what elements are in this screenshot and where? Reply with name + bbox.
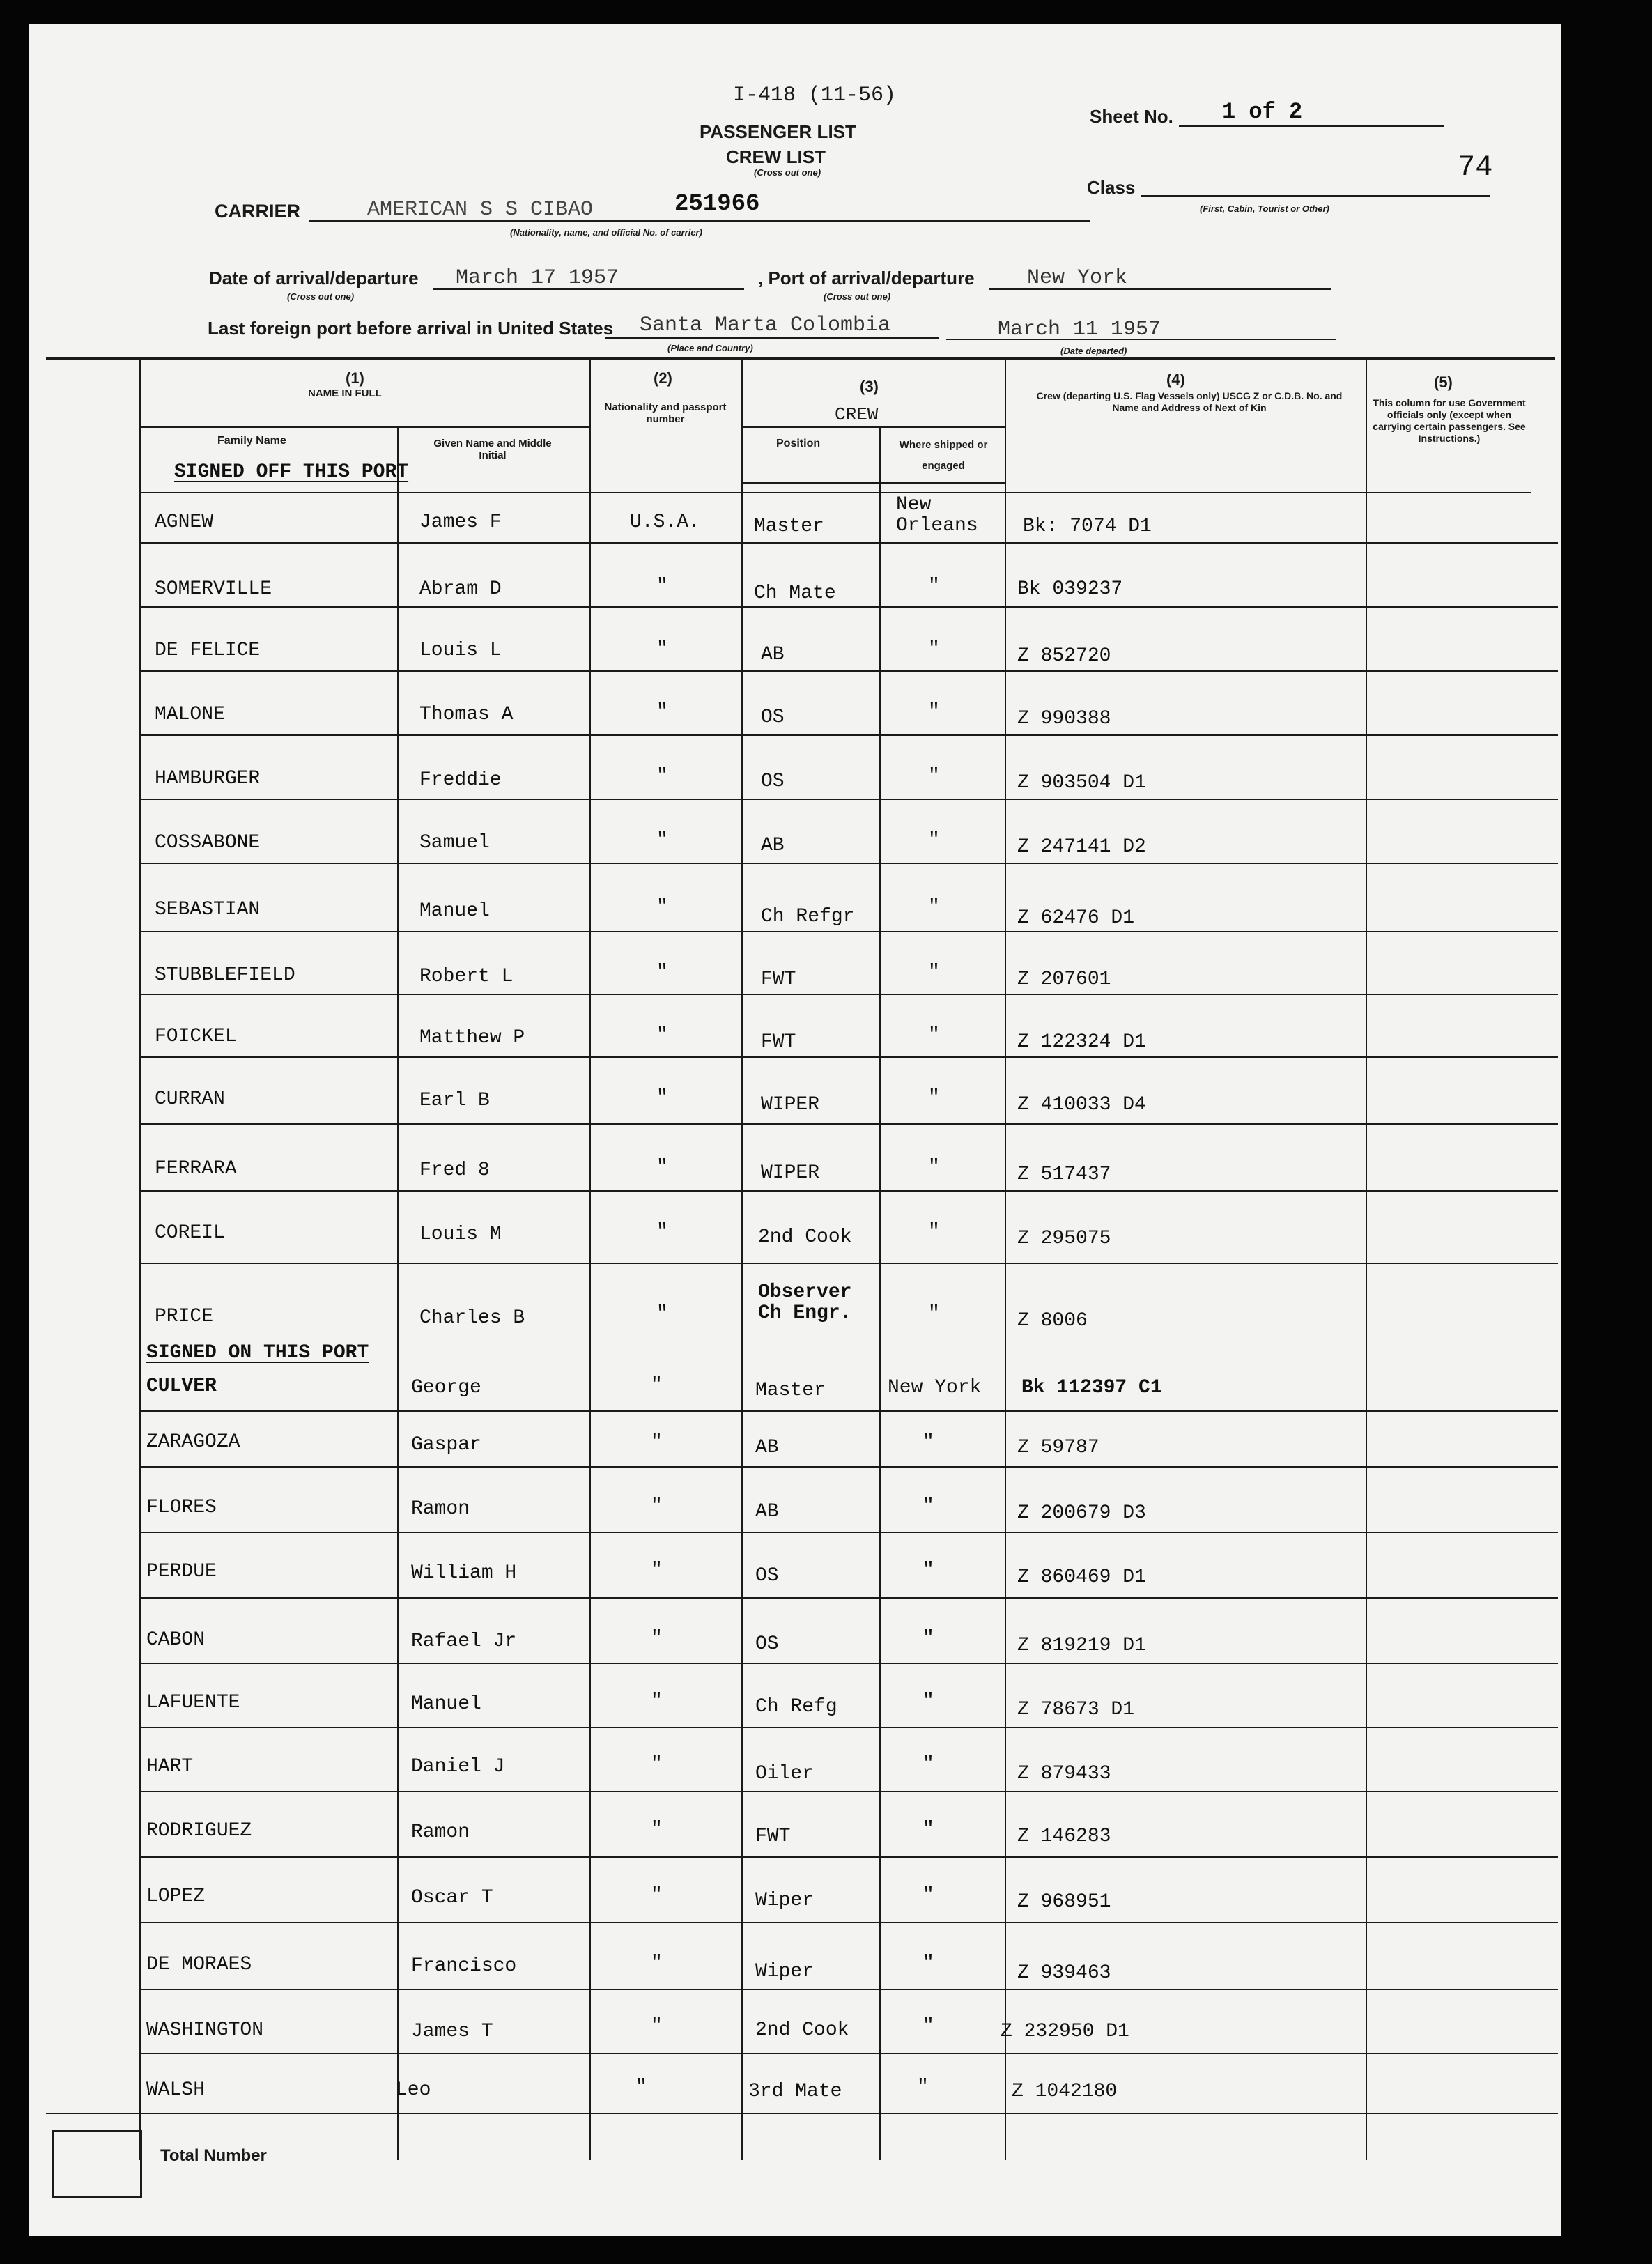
total-number-box[interactable]: [52, 2130, 142, 2198]
table-row-position: Observer Ch Engr.: [758, 1281, 852, 1324]
table-row-id: Z 232950 D1: [1001, 2021, 1129, 2042]
port-label: , Port of arrival/departure: [758, 268, 975, 288]
table-row-nationality: ": [651, 1753, 663, 1775]
table-row-where: ": [923, 1884, 934, 1906]
table-row-family: WALSH: [146, 2079, 206, 2101]
sheet-value: 1 of 2: [1222, 99, 1303, 125]
table-row-given: Charles B: [419, 1307, 525, 1329]
table-top-rule: [46, 357, 1555, 360]
port-value: New York: [1027, 266, 1128, 290]
col2-title: Nationality and passport number: [604, 401, 727, 425]
table-row-id: Z 247141 D2: [1017, 836, 1146, 858]
table-row-given: Abram D: [419, 578, 502, 600]
table-row-id: Z 207601: [1017, 969, 1111, 990]
where-shipped-header: Where shipped or engaged: [899, 439, 988, 472]
col1-number: (1): [346, 369, 364, 387]
table-row-position: 2nd Cook: [758, 1226, 852, 1248]
table-row-where: ": [917, 2077, 929, 2098]
table-row-given: Earl B: [419, 1090, 490, 1111]
last-port-hint: (Place and Country): [667, 343, 753, 353]
carrier-hint: (Nationality, name, and official No. of carrier): [510, 227, 702, 238]
table-row-given: Francisco: [411, 1955, 517, 1977]
table-row-where: ": [928, 638, 940, 660]
table-row-position: OS: [761, 707, 785, 728]
table-row-where: ": [923, 1560, 934, 1581]
table-row-position: FWT: [755, 1826, 791, 1847]
table-row-position: 2nd Cook: [755, 2019, 849, 2041]
table-row-where: ": [923, 1953, 934, 1974]
page-number: 74: [1458, 151, 1493, 184]
table-row-nationality: ": [656, 962, 668, 983]
table-row-nationality: ": [656, 1303, 668, 1325]
table-row-nationality: ": [651, 2015, 663, 2037]
table-row-family: MALONE: [155, 704, 225, 725]
table-row-nationality: ": [656, 1221, 668, 1242]
date-departed-hint: (Date departed): [1060, 346, 1127, 356]
table-row-id: Z 410033 D4: [1017, 1094, 1146, 1116]
table-row-family: CABON: [146, 1629, 206, 1651]
table-row-given: Manuel: [411, 1693, 481, 1715]
table-row-nationality: ": [651, 1691, 663, 1712]
table-row-given: Ramon: [411, 1498, 470, 1520]
table-row-position: Master: [755, 1380, 826, 1401]
cross-out-hint: (Cross out one): [754, 167, 821, 178]
table-row-where: ": [928, 1157, 940, 1178]
table-row-id: Z 146283: [1017, 1826, 1111, 1847]
table-row-id: Z 903504 D1: [1017, 772, 1146, 794]
table-row-position: AB: [755, 1437, 779, 1458]
table-row-given: Manuel: [419, 900, 490, 922]
table-row-nationality: ": [651, 1884, 663, 1906]
table-row-position: Wiper: [755, 1961, 815, 1982]
table-row-id: Z 819219 D1: [1017, 1635, 1146, 1656]
table-row-family: COSSABONE: [155, 832, 261, 854]
table-row-given: Daniel J: [411, 1756, 505, 1778]
table-row-position: FWT: [761, 969, 796, 990]
table-row-id: Z 860469 D1: [1017, 1566, 1146, 1588]
table-row-position: Ch Refgr: [761, 906, 855, 927]
table-row-given: Leo: [396, 2079, 431, 2101]
table-row-nationality: ": [651, 1431, 663, 1453]
table-row-family: PRICE: [155, 1306, 214, 1327]
table-row-id: Z 122324 D1: [1017, 1031, 1146, 1053]
table-row-id: Z 8006: [1017, 1310, 1088, 1332]
table-row-family: DE MORAES: [146, 1954, 252, 1976]
table-row-family: RODRIGUEZ: [146, 1820, 252, 1842]
table-row-position: Ch Mate: [754, 583, 836, 604]
table-row-family: AGNEW: [155, 511, 214, 533]
table-row-position: WIPER: [761, 1162, 820, 1184]
table-row-where: ": [928, 1303, 940, 1325]
table-row-where: New York: [888, 1377, 982, 1399]
table-row-given: Rafael Jr: [411, 1631, 517, 1652]
table-row-position: OS: [761, 771, 785, 792]
table-row-where: ": [928, 1024, 940, 1046]
table-row-position: Oiler: [755, 1763, 815, 1785]
table-row-where: ": [928, 896, 940, 918]
date-departed-value: March 11 1957: [998, 318, 1161, 341]
table-row-nationality: ": [651, 1560, 663, 1581]
table-row-position: FWT: [761, 1031, 796, 1053]
table-row-position: OS: [755, 1565, 779, 1587]
table-row-nationality: ": [656, 1087, 668, 1109]
table-row-given: Oscar T: [411, 1887, 493, 1909]
table-row-given: James F: [419, 511, 502, 533]
table-row-where: ": [923, 1628, 934, 1649]
table-row-where: ": [928, 701, 940, 723]
last-port-value: Santa Marta Colombia: [640, 314, 891, 337]
class-label: Class: [1087, 177, 1136, 198]
table-row-family: STUBBLEFIELD: [155, 964, 295, 986]
table-row-family: COREIL: [155, 1222, 225, 1244]
table-row-where: ": [923, 1819, 934, 1840]
table-row-where: New Orleans: [896, 494, 978, 537]
table-row-position: Ch Refg: [755, 1696, 837, 1718]
table-row-nationality: ": [656, 576, 668, 597]
table-row-given: Gaspar: [411, 1434, 481, 1456]
table-row-nationality: ": [651, 1953, 663, 1974]
table-row-id: Z 990388: [1017, 708, 1111, 730]
table-row-nationality: ": [651, 1374, 663, 1396]
table-row-family: HART: [146, 1756, 194, 1778]
col5-number: (5): [1434, 374, 1453, 391]
table-row-where: ": [928, 829, 940, 851]
table-row-family: WASHINGTON: [146, 2019, 264, 2041]
table-row-given: George: [411, 1377, 481, 1399]
table-row-nationality: ": [651, 1495, 663, 1517]
col1-title: NAME IN FULL: [308, 387, 382, 399]
table-row-id: Z 968951: [1017, 1891, 1111, 1913]
table-row-family: LOPEZ: [146, 1886, 206, 1907]
table-row-family: DE FELICE: [155, 640, 261, 661]
table-row-family: FERRARA: [155, 1158, 237, 1180]
table-row-where: ": [928, 765, 940, 787]
table-row-id: Bk 039237: [1017, 578, 1123, 600]
table-row-id: Z 1042180: [1012, 2081, 1118, 2102]
table-row-family: HAMBURGER: [155, 768, 261, 790]
table-row-family: FLORES: [146, 1497, 217, 1518]
table-row-id: Z 879433: [1017, 1763, 1111, 1785]
table-row-nationality: U.S.A.: [630, 511, 700, 533]
table-row-nationality: ": [656, 829, 668, 851]
table-row-id: Z 78673 D1: [1017, 1699, 1135, 1720]
last-port-label: Last foreign port before arrival in United States: [208, 318, 614, 339]
table-row-given: Louis L: [419, 640, 502, 661]
carrier-official-number: 251966: [674, 191, 760, 217]
table-row-family: SEBASTIAN: [155, 899, 261, 921]
table-row-nationality: ": [656, 1024, 668, 1046]
table-row-where: ": [923, 1495, 934, 1517]
table-row-position: AB: [755, 1501, 779, 1523]
table-row-nationality: ": [651, 1819, 663, 1840]
section-signed-off: SIGNED OFF THIS PORT: [174, 461, 409, 483]
table-row-where: ": [928, 962, 940, 983]
table-row-given: Robert L: [419, 966, 514, 987]
table-row-nationality: ": [656, 1157, 668, 1178]
sheet-label: Sheet No.: [1090, 106, 1173, 127]
table-row-id: Z 939463: [1017, 1962, 1111, 1984]
position-header: Position: [776, 438, 821, 449]
table-row-where: ": [928, 1221, 940, 1242]
arrival-hint: (Cross out one): [287, 291, 355, 302]
table-row-nationality: ": [656, 765, 668, 787]
table-row-family: ZARAGOZA: [146, 1431, 240, 1453]
table-row-family: FOICKEL: [155, 1026, 237, 1047]
table-row-nationality: ": [656, 638, 668, 660]
table-row-given: Matthew P: [419, 1027, 525, 1049]
table-row-id: Z 200679 D3: [1017, 1502, 1146, 1524]
col3-title: CREW: [835, 404, 879, 425]
table-row-given: Louis M: [419, 1224, 502, 1245]
arrival-label: Date of arrival/departure: [209, 268, 419, 288]
table-row-position: WIPER: [761, 1094, 820, 1116]
table-row-given: Fred 8: [419, 1160, 490, 1181]
table-row-family: CURRAN: [155, 1088, 225, 1110]
table-row-where: ": [923, 1691, 934, 1712]
table-row-nationality: ": [635, 2077, 647, 2098]
table-row-position: Master: [754, 516, 824, 537]
table-row-position: AB: [761, 835, 785, 856]
col4-number: (4): [1166, 371, 1185, 388]
table-row-given: Thomas A: [419, 704, 514, 725]
table-row-position: OS: [755, 1633, 779, 1655]
table-row-id: Z 62476 D1: [1017, 907, 1135, 929]
table-row-given: Ramon: [411, 1822, 470, 1843]
table-row-id: Bk 112397 C1: [1021, 1377, 1162, 1399]
table-row-position: 3rd Mate: [748, 2081, 842, 2102]
carrier-value: AMERICAN S S CIBAO: [367, 198, 594, 222]
class-hint: (First, Cabin, Tourist or Other): [1200, 203, 1329, 214]
col2-number: (2): [654, 369, 672, 387]
table-row-where: ": [928, 1087, 940, 1109]
table-row-id: Bk: 7074 D1: [1023, 516, 1152, 537]
table-row-where: ": [923, 2015, 934, 2037]
table-row-given: Freddie: [419, 769, 502, 791]
table-row-nationality: ": [656, 896, 668, 918]
table-row-where: ": [923, 1431, 934, 1453]
table-row-where: ": [923, 1753, 934, 1775]
table-row-family: PERDUE: [146, 1561, 217, 1583]
crew-list-form: [29, 24, 1561, 2236]
table-row-id: Z 517437: [1017, 1164, 1111, 1185]
table-row-where: ": [928, 576, 940, 597]
table-row-family: CULVER: [146, 1376, 217, 1397]
table-row-given: Samuel: [419, 832, 490, 854]
table-row-given: William H: [411, 1562, 517, 1584]
table-row-id: Z 852720: [1017, 645, 1111, 667]
family-name-header: Family Name: [217, 435, 286, 447]
table-row-family: LAFUENTE: [146, 1692, 240, 1714]
table-row-given: James T: [411, 2021, 493, 2042]
table-row-position: AB: [761, 644, 785, 665]
table-row-position: Wiper: [755, 1890, 815, 1911]
table-row-family: SOMERVILLE: [155, 578, 272, 600]
carrier-label: CARRIER: [215, 201, 301, 222]
port-hint: (Cross out one): [824, 291, 891, 302]
total-number-label: Total Number: [160, 2146, 267, 2165]
col4-title: Crew (departing U.S. Flag Vessels only) USCG Z or C.D.B. No. and Name and Address of Next of Kin: [1036, 390, 1343, 413]
table-row-id: Z 59787: [1017, 1437, 1099, 1458]
list-type-passenger: PASSENGER LIST: [700, 121, 856, 142]
form-number: I-418 (11-56): [733, 84, 897, 107]
table-row-nationality: ": [651, 1628, 663, 1649]
col5-title: This column for use Government officials only (except when carrying certain passengers. See Instructions.): [1373, 397, 1526, 444]
given-name-header: Given Name and Middle Initial: [433, 438, 552, 461]
col3-number: (3): [860, 378, 879, 395]
table-row-nationality: ": [656, 701, 668, 723]
list-type-crew: CREW LIST: [726, 146, 826, 167]
arrival-date: March 17 1957: [456, 266, 619, 290]
table-row-id: Z 295075: [1017, 1228, 1111, 1249]
section-signed-on: SIGNED ON THIS PORT: [146, 1342, 369, 1364]
